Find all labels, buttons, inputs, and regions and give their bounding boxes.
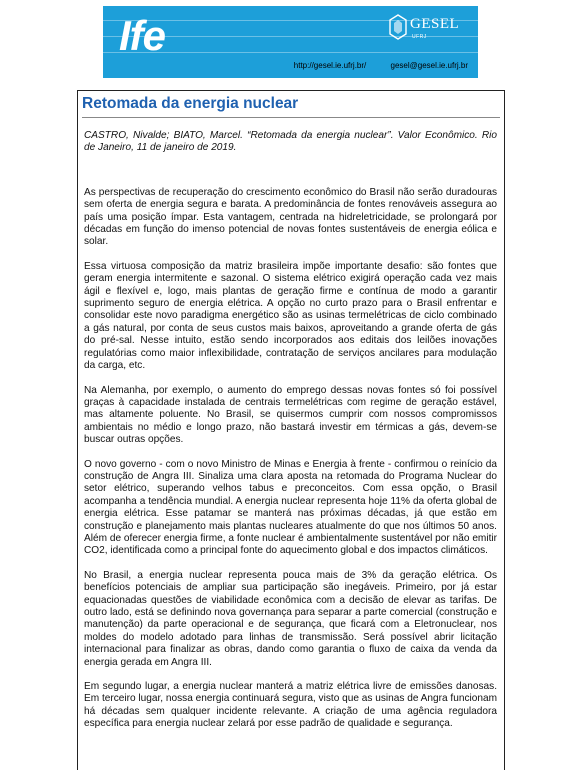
gesel-sub: UFRJ <box>412 34 427 40</box>
paragraph-4: O novo governo - com o novo Ministro de Minas e Energia à frente - confirmou o reinício da construção de Angra III. Sinaliza uma clara aposta na retomada do Programa Nuclear do setor elétrico, superando velhos tabus e preconceitos. Com essa opção, o Brasil acompanha a tendência mundial. A energia nuclear representa hoje 11% da oferta global de energia elétrica. Esse patamar se manterá nas próximas décadas, já que estão em construção e planejamento mais plantas nucleares atualmente do que nos últimos 50 anos. Além de oferecer energia firme, a fonte nuclear é ambientalmente sustentável por não emitir CO2, identificada como a principal fonte do aquecimento global e dos impactos climáticos. <box>84 458 497 557</box>
article-body <box>84 130 497 743</box>
paragraph-6: Em segundo lugar, a energia nuclear manterá a matriz elétrica livre de emissões danosas. Em terceiro lugar, nossa energia continuará segura, visto que as usinas de Angra funcionam há décadas sem qualquer incidente relevante. A criação de uma agência reguladora específica para energia nuclear zelará por esse padrão de qualidade e segurança. <box>84 681 497 730</box>
header-banner <box>103 6 478 78</box>
gesel-mark-icon <box>388 14 408 40</box>
paragraph-5: No Brasil, a energia nuclear representa pouca mais de 3% da geração elétrica. Os benefícios potenciais de ampliar sua participação são inegáveis. Primeiro, por já estar equacionadas questões de viabilidade econômica com a decisão de elevar as tarifas. De outro lado, está se definindo nova governança para separar a parte comercial (construção e manutenção) da parte operacional e de segurança, que ficará com a Eletronuclear, nos moldes do modelo adotado para linhas de transmissão. Será possível abrir licitação internacional para finalizar as obras, dando como garantia o fluxo de caixa da venda da energia gerada em Angra III. <box>84 569 497 668</box>
title-divider <box>82 117 500 118</box>
paragraph-2: Essa virtuosa composição da matriz brasileira impõe importante desafio: são fontes que geram energia intermitente e sazonal. O sistema elétrico exigirá operação cada vez mais ágil e flexível e, logo, mais plantas de geração firme e contínua de modo a garantir suprimento seguro de energia elétrica. A opção no curto prazo para o Brasil enfrentar e consolidar este novo paradigma energético são as usinas termelétricas de ciclo combinado a gás natural, por conta de seus custos mais baixos, aproveitando a grande oferta de gás do pré-sal. Nesse intuito, estão sendo incorporados aos editais dos leilões inovações regulatórias como maior inflexibilidade, contratação de serviços ancilares para modulação da carga, etc. <box>84 260 497 372</box>
email-link[interactable]: gesel@gesel.ie.ufrj.br <box>390 61 468 70</box>
ife-logo: Ife <box>119 12 166 59</box>
citation: CASTRO, Nivalde; BIATO, Marcel. “Retomada da energia nuclear”. Valor Econômico. Rio de Janeiro, 11 de janeiro de 2019. <box>84 130 497 154</box>
gesel-logo <box>388 12 468 44</box>
gesel-name: GESEL <box>410 16 460 32</box>
paragraph-1: As perspectivas de recuperação do crescimento econômico do Brasil não serão duradouras sem oferta de energia segura e barata. A predominância de fontes renováveis assegura ao país uma posição ímpar. Esta vantagem, centrada na hidreletricidade, se prolongará por décadas em função do imenso potencial de novas fontes sustentáveis de energia eólica e solar. <box>84 186 497 248</box>
article-title: Retomada da energia nuclear <box>82 95 299 112</box>
header-links <box>272 61 468 70</box>
paragraph-3: Na Alemanha, por exemplo, o aumento do emprego dessas novas fontes só foi possível graças à capacidade instalada de centrais termelétricas com regime de geração estável, mas altamente poluente. No Brasil, se quisermos cumprir com nossos compromissos ambientais no médio e longo prazo, não bastará investir em térmicas a gás, devem-se buscar outras opções. <box>84 384 497 446</box>
site-url-link[interactable]: http://gesel.ie.ufrj.br/ <box>293 61 367 70</box>
